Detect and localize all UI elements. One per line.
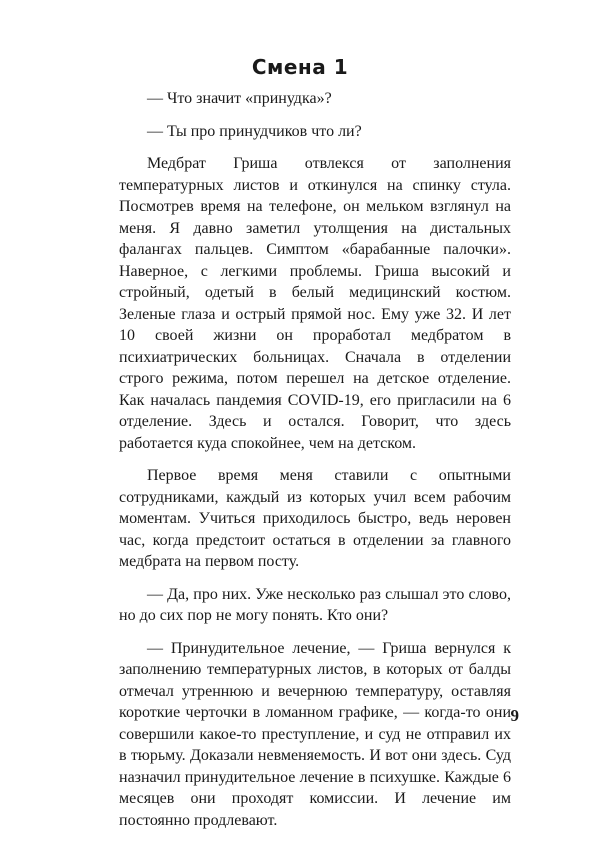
page-body xyxy=(119,88,511,842)
paragraph: — Да, про них. Уже несколько раз слышал это слово, но до сих пор не могу понять. Кто они? xyxy=(119,585,511,624)
paragraph: — Ты про принудчиков что ли? xyxy=(147,122,362,140)
page-number: 9 xyxy=(510,706,519,725)
chapter-title: Смена 1 xyxy=(251,55,349,79)
paragraph: Первое время меня ставили с опытными сотрудниками, каждый из которых учил всем рабочим моментам. Учиться приходилось быстро, ведь неровен час, когда предстоит остаться в отделении за главного медбрата на первом посту. xyxy=(119,467,511,570)
paragraph: Медбрат Гриша отвлекся от заполнения температурных листов и откинулся на спинку стула. Посмотрев время на телефоне, он мельком взглянул на меня. Я давно заметил утолщения на дистальных фалангах пальцев. Симптом «барабанные палочки». Наверное, с легкими проблемы. Гриша высокий и стройный, одетый в белый медицинский костюм. Зеленые глаза и острый прямой нос. Ему уже 32. И лет 10 своей жизни он проработал медбратом в психиатрических больницах. Сначала в отделении строго режима, потом перешел на детское отделение. Как началась пандемия COVID-19, его пригласили на 6 отделение. Здесь и остался. Говорит, что здесь работается куда спокойнее, чем на детском. xyxy=(119,155,511,452)
paragraph: — Что значит «принудка»? xyxy=(147,90,332,107)
paragraph: — Принудительное лечение, — Гриша вернулся к заполнению температурных листов, в которых от балды отмечал утреннюю и вечернюю температуру, оставляя короткие черточки в ломанном графике, — когда-то они совершили какое-то преступление, и суд не отправил их в тюрьму. Доказали невменяемость. И вот они здесь. Суд назначил принудительное лечение в психушке. Каждые 6 месяцев они проходят комиссии. И лечение им постоянно продлевают. xyxy=(119,639,511,829)
